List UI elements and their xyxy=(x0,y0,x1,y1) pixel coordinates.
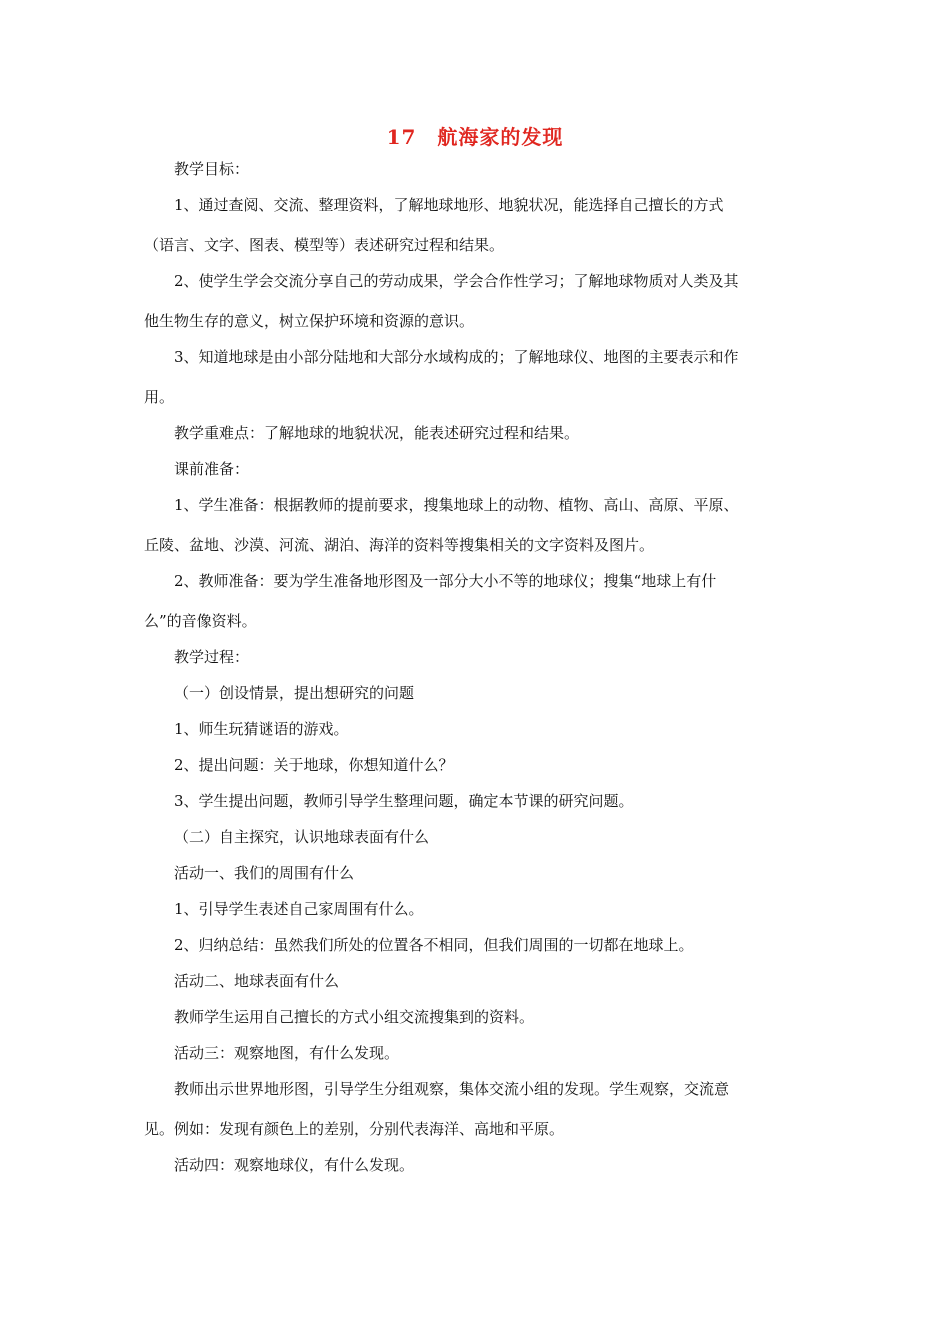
paragraph xyxy=(144,828,806,846)
paragraph xyxy=(144,900,806,918)
paragraph-text: 1、引导学生表述自己家周围有什么。 xyxy=(174,900,424,918)
paragraph-text: 活动三：观察地图，有什么发现。 xyxy=(174,1044,400,1062)
paragraph-text: 活动一、我们的周围有什么 xyxy=(174,864,355,882)
paragraph-text: 教师学生运用自己擅长的方式小组交流搜集到的资料。 xyxy=(174,1008,535,1026)
paragraph-text-continued: 见。例如：发现有颜色上的差别，分别代表海洋、高地和平原。 xyxy=(144,1120,565,1138)
document-title: 17 航海家的发现 xyxy=(386,125,564,149)
paragraph xyxy=(144,196,806,254)
paragraph-text: 活动四：观察地球仪，有什么发现。 xyxy=(174,1156,415,1174)
paragraph xyxy=(144,792,806,810)
paragraph-text: 1、师生玩猜谜语的游戏。 xyxy=(174,720,349,738)
paragraph xyxy=(144,348,806,406)
paragraph-text: 2、教师准备：要为学生准备地形图及一部分大小不等的地球仪；搜集“地球上有什 xyxy=(174,572,717,590)
paragraph-text: 1、通过查阅、交流、整理资料，了解地球地形、地貌状况，能选择自己擅长的方式 xyxy=(174,196,724,214)
paragraph-text: 2、提出问题：关于地球，你想知道什么？ xyxy=(174,756,454,774)
paragraph xyxy=(144,496,806,554)
paragraph-text: 2、使学生学会交流分享自己的劳动成果，学会合作性学习；了解地球物质对人类及其 xyxy=(174,272,739,290)
paragraph-text: 教学重难点：了解地球的地貌状况，能表述研究过程和结果。 xyxy=(174,424,580,442)
paragraph xyxy=(144,864,806,882)
paragraph xyxy=(144,1156,806,1174)
paragraph-text: 教学目标： xyxy=(174,160,250,178)
paragraph-text: 1、学生准备：根据教师的提前要求，搜集地球上的动物、植物、高山、高原、平原、 xyxy=(174,496,739,514)
paragraph-text-continued: 丘陵、盆地、沙漠、河流、湖泊、海洋的资料等搜集相关的文字资料及图片。 xyxy=(144,536,655,554)
document-body xyxy=(144,160,806,1192)
paragraph xyxy=(144,684,806,702)
paragraph xyxy=(144,424,806,442)
paragraph xyxy=(144,720,806,738)
paragraph xyxy=(144,972,806,990)
paragraph xyxy=(144,1080,806,1138)
paragraph-text: 3、学生提出问题，教师引导学生整理问题，确定本节课的研究问题。 xyxy=(174,792,634,810)
paragraph-text-continued: 他生物生存的意义，树立保护环境和资源的意识。 xyxy=(144,312,475,330)
paragraph-text: 课前准备： xyxy=(174,460,250,478)
paragraph xyxy=(144,160,806,178)
paragraph-text: 教学过程： xyxy=(174,648,250,666)
paragraph-text: 2、归纳总结：虽然我们所处的位置各不相同，但我们周围的一切都在地球上。 xyxy=(174,936,694,954)
paragraph-text-continued: 用。 xyxy=(144,388,175,406)
paragraph xyxy=(144,460,806,478)
paragraph xyxy=(144,272,806,330)
paragraph xyxy=(144,1044,806,1062)
paragraph-text: 活动二、地球表面有什么 xyxy=(174,972,340,990)
paragraph xyxy=(144,648,806,666)
paragraph-text-continued: 么”的音像资料。 xyxy=(144,612,257,630)
paragraph xyxy=(144,1008,806,1026)
paragraph xyxy=(144,572,806,630)
paragraph-text: 教师出示世界地形图，引导学生分组观察，集体交流小组的发现。学生观察，交流意 xyxy=(174,1080,730,1098)
paragraph-text: （一）创设情景，提出想研究的问题 xyxy=(174,684,415,702)
paragraph xyxy=(144,756,806,774)
paragraph xyxy=(144,936,806,954)
paragraph-text: 3、知道地球是由小部分陆地和大部分水域构成的；了解地球仪、地图的主要表示和作 xyxy=(174,348,739,366)
paragraph-text-continued: （语言、文字、图表、模型等）表述研究过程和结果。 xyxy=(144,236,505,254)
paragraph-text: （二）自主探究，认识地球表面有什么 xyxy=(174,828,430,846)
